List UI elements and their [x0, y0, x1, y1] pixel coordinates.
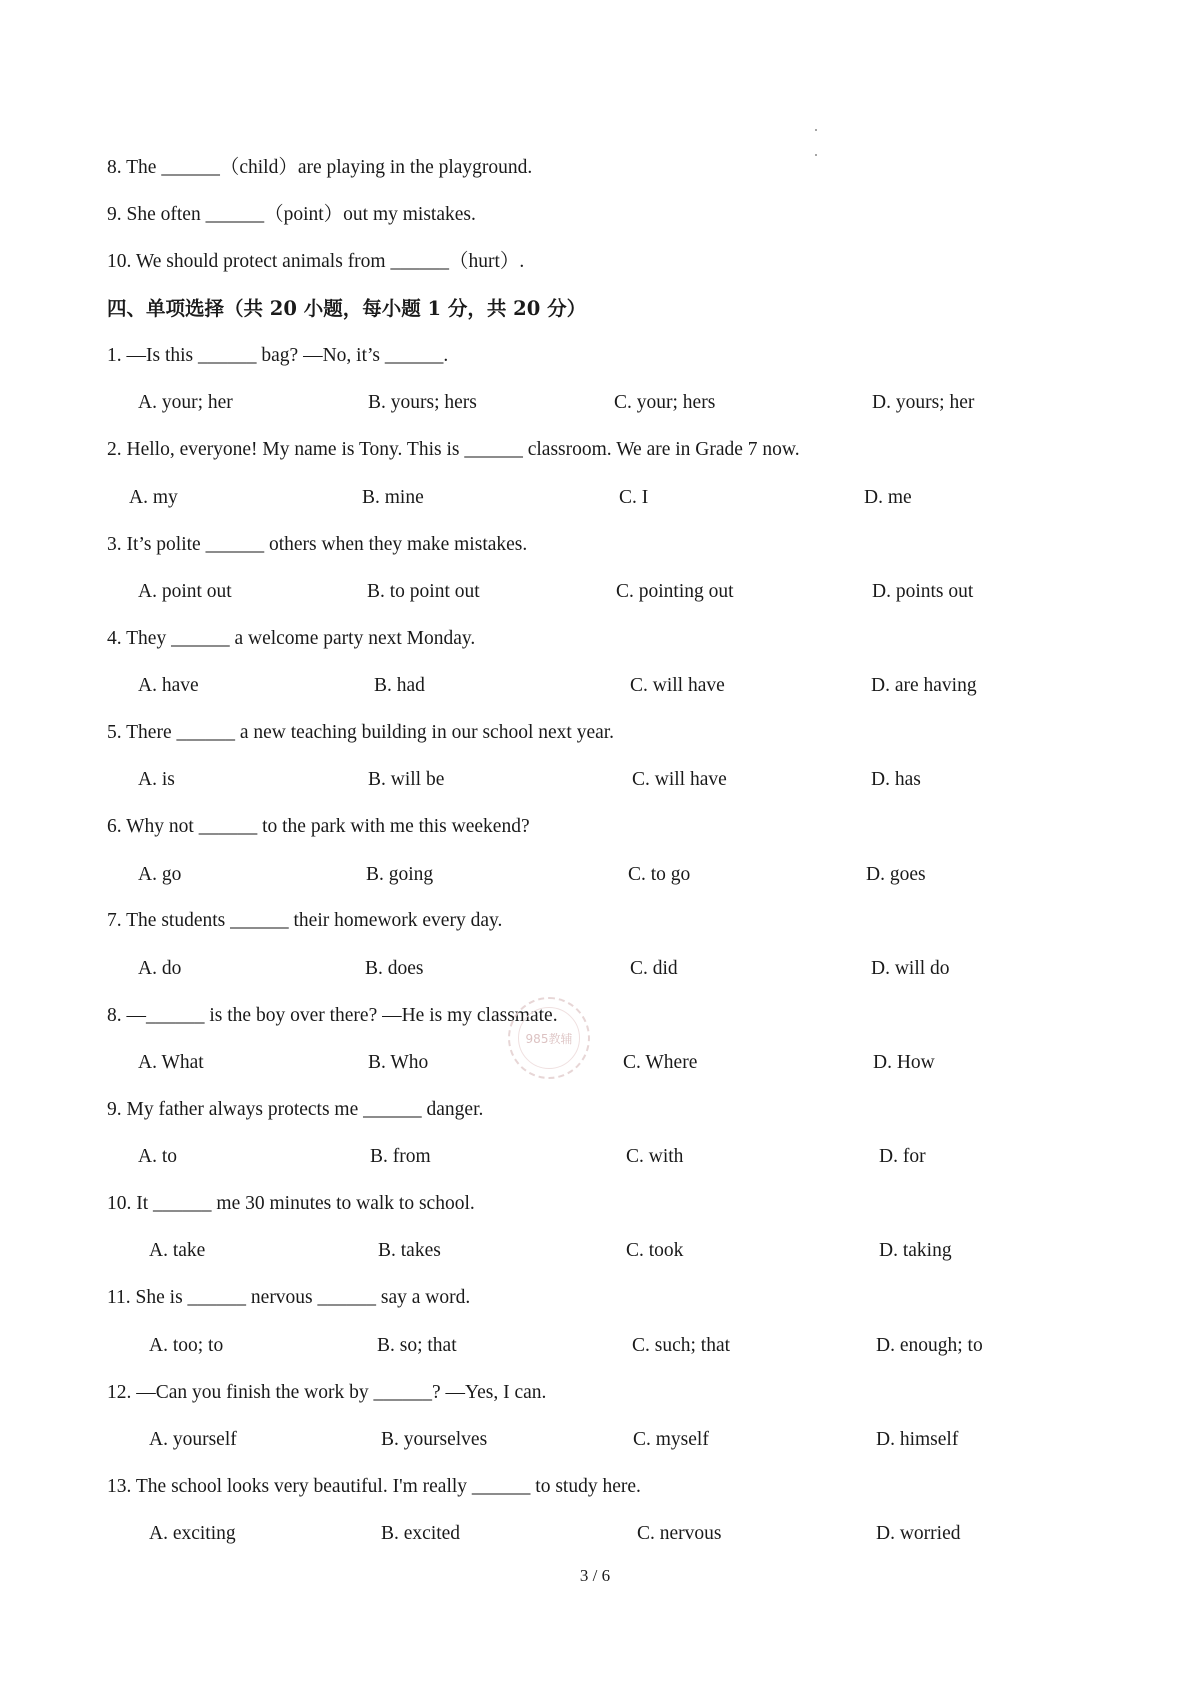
- option-b: B. mine: [362, 487, 424, 508]
- option-b: B. yours; hers: [368, 392, 477, 413]
- option-d: D. enough; to: [876, 1335, 983, 1356]
- question-stem: 8. —______ is the boy over there? —He is my classmate.: [107, 1005, 558, 1026]
- option-a: A. exciting: [149, 1523, 236, 1544]
- option-d: D. worried: [876, 1523, 961, 1544]
- question-stem: 13. The school looks very beautiful. I'm really ______ to study here.: [107, 1476, 641, 1497]
- option-c: C. with: [626, 1146, 684, 1167]
- option-c: C. took: [626, 1240, 684, 1261]
- question-stem: 2. Hello, everyone! My name is Tony. This is ______ classroom. We are in Grade 7 now.: [107, 439, 800, 460]
- question-stem: 4. They ______ a welcome party next Monday.: [107, 628, 476, 649]
- option-c: C. pointing out: [616, 581, 734, 602]
- fill-in-item-10: 10. We should protect animals from ______（hurt）.: [107, 251, 525, 272]
- question-stem: 3. It’s polite ______ others when they make mistakes.: [107, 534, 528, 555]
- option-d: D. me: [864, 487, 912, 508]
- option-c: C. will have: [630, 675, 725, 696]
- option-d: D. for: [879, 1146, 926, 1167]
- option-b: B. Who: [368, 1052, 429, 1073]
- option-a: A. point out: [138, 581, 232, 602]
- option-a: A. my: [129, 487, 178, 508]
- option-b: B. so; that: [377, 1335, 457, 1356]
- option-a: A. to: [138, 1146, 177, 1167]
- option-a: A. take: [149, 1240, 206, 1261]
- option-c: C. myself: [633, 1429, 709, 1450]
- option-d: D. has: [871, 769, 921, 790]
- watermark-text: 985教辅: [518, 1007, 580, 1069]
- question-stem: 12. —Can you finish the work by ______? —Yes, I can.: [107, 1382, 547, 1403]
- option-c: C. your; hers: [614, 392, 716, 413]
- option-a: A. What: [138, 1052, 204, 1073]
- option-a: A. go: [138, 864, 182, 885]
- option-b: B. yourselves: [381, 1429, 488, 1450]
- scan-dot: [815, 129, 817, 131]
- option-b: B. going: [366, 864, 434, 885]
- option-c: C. I: [619, 487, 649, 508]
- page-number: 3 / 6: [579, 1566, 611, 1585]
- option-c: C. to go: [628, 864, 691, 885]
- option-d: D. How: [873, 1052, 935, 1073]
- option-d: D. goes: [866, 864, 926, 885]
- option-b: B. to point out: [367, 581, 480, 602]
- question-stem: 7. The students ______ their homework every day.: [107, 910, 503, 931]
- option-a: A. is: [138, 769, 175, 790]
- question-stem: 5. There ______ a new teaching building in our school next year.: [107, 722, 615, 743]
- watermark-seal: [508, 997, 590, 1079]
- option-a: A. yourself: [149, 1429, 237, 1450]
- option-d: D. points out: [872, 581, 974, 602]
- option-c: C. did: [630, 958, 678, 979]
- option-d: D. taking: [879, 1240, 952, 1261]
- option-b: B. will be: [368, 769, 445, 790]
- question-stem: 10. It ______ me 30 minutes to walk to school.: [107, 1193, 475, 1214]
- option-b: B. excited: [381, 1523, 461, 1544]
- question-stem: 1. —Is this ______ bag? —No, it’s ______.: [107, 345, 449, 366]
- option-d: D. himself: [876, 1429, 959, 1450]
- question-stem: 9. My father always protects me ______ danger.: [107, 1099, 484, 1120]
- option-c: C. nervous: [637, 1523, 722, 1544]
- option-d: D. will do: [871, 958, 950, 979]
- option-b: B. does: [365, 958, 424, 979]
- option-a: A. your; her: [138, 392, 233, 413]
- question-stem: 6. Why not ______ to the park with me this weekend?: [107, 816, 530, 837]
- option-d: D. are having: [871, 675, 977, 696]
- option-b: B. from: [370, 1146, 431, 1167]
- fill-in-item-9: 9. She often ______（point）out my mistakes.: [107, 204, 476, 225]
- option-c: C. such; that: [632, 1335, 731, 1356]
- question-stem: 11. She is ______ nervous ______ say a word.: [107, 1287, 471, 1308]
- option-a: A. do: [138, 958, 182, 979]
- option-a: A. too; to: [149, 1335, 224, 1356]
- option-b: B. had: [374, 675, 425, 696]
- option-d: D. yours; her: [872, 392, 975, 413]
- scan-dot: [815, 154, 817, 156]
- option-c: C. will have: [632, 769, 727, 790]
- option-b: B. takes: [378, 1240, 441, 1261]
- option-c: C. Where: [623, 1052, 698, 1073]
- fill-in-item-8: 8. The ______（child）are playing in the playground.: [107, 157, 533, 178]
- section-heading: 四、单项选择（共 20 小题，每小题 1 分，共 20 分）: [107, 297, 587, 320]
- option-a: A. have: [138, 675, 199, 696]
